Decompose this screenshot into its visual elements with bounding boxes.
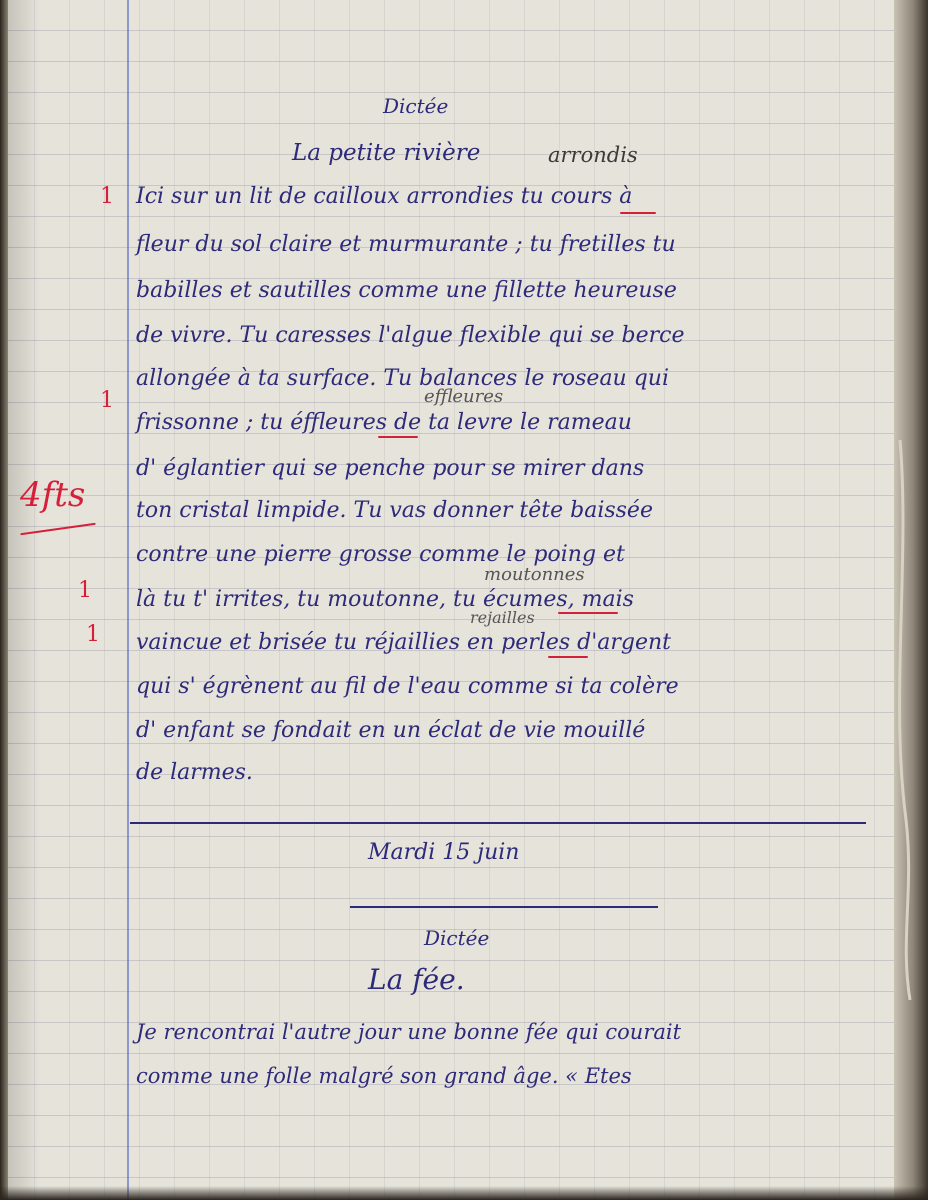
text-line-12: qui s' égrènent au fil de l'eau comme si ta colère: [136, 674, 679, 699]
section-separator: [130, 822, 866, 824]
section1-heading: Dictée: [383, 94, 449, 118]
margin-line: [127, 0, 129, 1200]
margin-error-mark: 1: [100, 184, 114, 209]
text-line-10: là tu t' irrites, tu moutonne, tu écumes, mais: [136, 587, 634, 612]
page-bottom-shadow: [0, 1186, 928, 1200]
page-binding-shadow: [0, 0, 8, 1200]
correction-moutonnes: moutonnes: [484, 564, 585, 585]
text-line-6: frissonne ; tu éffleures de ta levre le rameau: [136, 410, 632, 435]
text-line-11: vaincue et brisée tu réjaillies en perles d'argent: [136, 630, 672, 655]
correction-rejailles: rejailles: [470, 608, 535, 627]
date-underline: [350, 906, 658, 908]
text-line-3: babilles et sautilles comme une fillette heureuse: [136, 278, 677, 303]
binding-string: [880, 440, 928, 1020]
text-line-4: de vivre. Tu caresses l'algue flexible qui se berce: [136, 323, 685, 348]
error-underline: [558, 612, 618, 614]
error-underline: [378, 436, 418, 438]
text-line-13: d' enfant se fondait en un éclat de vie mouillé: [136, 718, 646, 743]
section2-title: La fée.: [368, 963, 465, 996]
section1-title: La petite rivière: [292, 140, 481, 166]
title-correction: arrondis: [548, 143, 638, 167]
text-line-5: allongée à ta surface. Tu balances le roseau qui: [136, 366, 670, 391]
section2-line-1: Je rencontrai l'autre jour une bonne fée qui courait: [136, 1020, 682, 1044]
text-line-1: Ici sur un lit de cailloux arrondies tu cours à: [136, 184, 633, 209]
correction-effleures: effleures: [424, 386, 504, 407]
text-line-9: contre une pierre grosse comme le poing et: [136, 542, 625, 567]
margin-error-mark: 1: [86, 622, 100, 647]
error-underline: [620, 212, 656, 214]
text-line-2: fleur du sol claire et murmurante ; tu fretilles tu: [136, 232, 676, 257]
error-underline: [548, 656, 588, 658]
section2-line-2: comme une folle malgré son grand âge. « Etes: [136, 1064, 632, 1088]
text-line-14: de larmes.: [136, 760, 253, 785]
section2-heading: Dictée: [424, 926, 490, 950]
margin-error-mark: 1: [100, 388, 114, 413]
grade-mark: 4fts: [20, 475, 86, 515]
grade-underline: [20, 523, 96, 536]
margin-error-mark: 1: [78, 578, 92, 603]
text-line-7: d' églantier qui se penche pour se mirer dans: [136, 456, 645, 481]
text-line-8: ton cristal limpide. Tu vas donner tête baissée: [136, 498, 653, 523]
date-heading: Mardi 15 juin: [368, 840, 520, 865]
